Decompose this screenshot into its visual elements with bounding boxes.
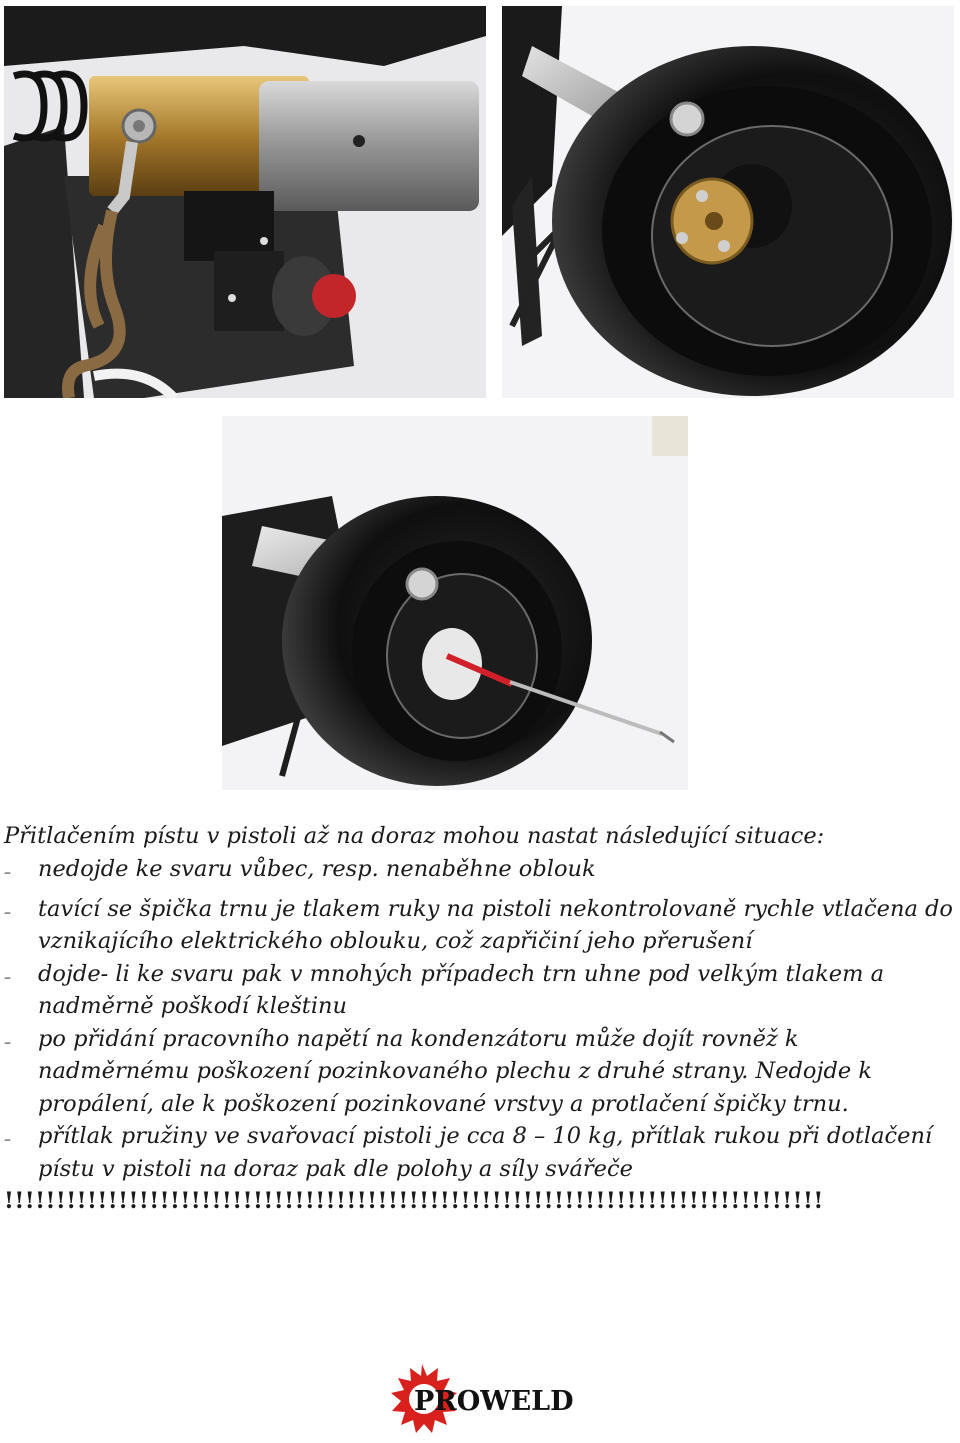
- logo-text: PROWELD: [414, 1386, 574, 1417]
- photo-gun-cone-brass-collet: [502, 6, 954, 398]
- bullet-dash: –: [4, 969, 11, 986]
- list-item: [4, 853, 956, 893]
- proweld-logo: [386, 1362, 576, 1434]
- list-item: [4, 893, 956, 958]
- photo-gun-cone-with-pin: [222, 416, 688, 790]
- situations-text: [4, 820, 956, 1218]
- list-item-text: nedojde ke svaru vůbec, resp. nenaběhne oblouk: [38, 855, 596, 882]
- list-item: [4, 1023, 956, 1121]
- exclamation-line: !!!!!!!!!!!!!!!!!!!!!!!!!!!!!!!!!!!!!!!!!!!!!!!!!!!!!!!!!!!!!!!!!!!!!!!!!!!!!!!: [4, 1188, 824, 1214]
- list-item-text: dojde- li ke svaru pak v mnohých případech trn uhne pod velkým tlakem a nadměrně poškodí kleštinu: [38, 960, 884, 1019]
- list-item: [4, 1120, 956, 1185]
- list-item-text: přítlak pružiny ve svařovací pistoli je cca 8 – 10 kg, přítlak rukou při dotlačení pístu v pistoli na doraz pak dle polohy a síly svářeče: [38, 1123, 933, 1182]
- bullet-dash: –: [4, 864, 11, 881]
- photo-gun-internal-microswitch: [4, 6, 486, 398]
- intro-text: Přitlačením pístu v pistoli až na doraz mohou nastat následující situace:: [4, 823, 825, 849]
- list-item-text: tavící se špička trnu je tlakem ruky na pistoli nekontrolovaně rychle vtlačena do vznikajícího elektrického oblouku, což zapřičiní jeho přerušení: [38, 895, 953, 954]
- list-item-text: po přidání pracovního napětí na kondenzátoru může dojít rovněž k nadměrnému poškození pozinkovaného plechu z druhé strany. Nedojde k propálení, ale k poškození pozinkované vrstvy a protlačení špičky trnu.: [38, 1025, 872, 1117]
- bullet-dash: –: [4, 1034, 11, 1051]
- list-item: [4, 958, 956, 1023]
- bullet-dash: –: [4, 904, 11, 921]
- bullet-dash: –: [4, 1132, 11, 1148]
